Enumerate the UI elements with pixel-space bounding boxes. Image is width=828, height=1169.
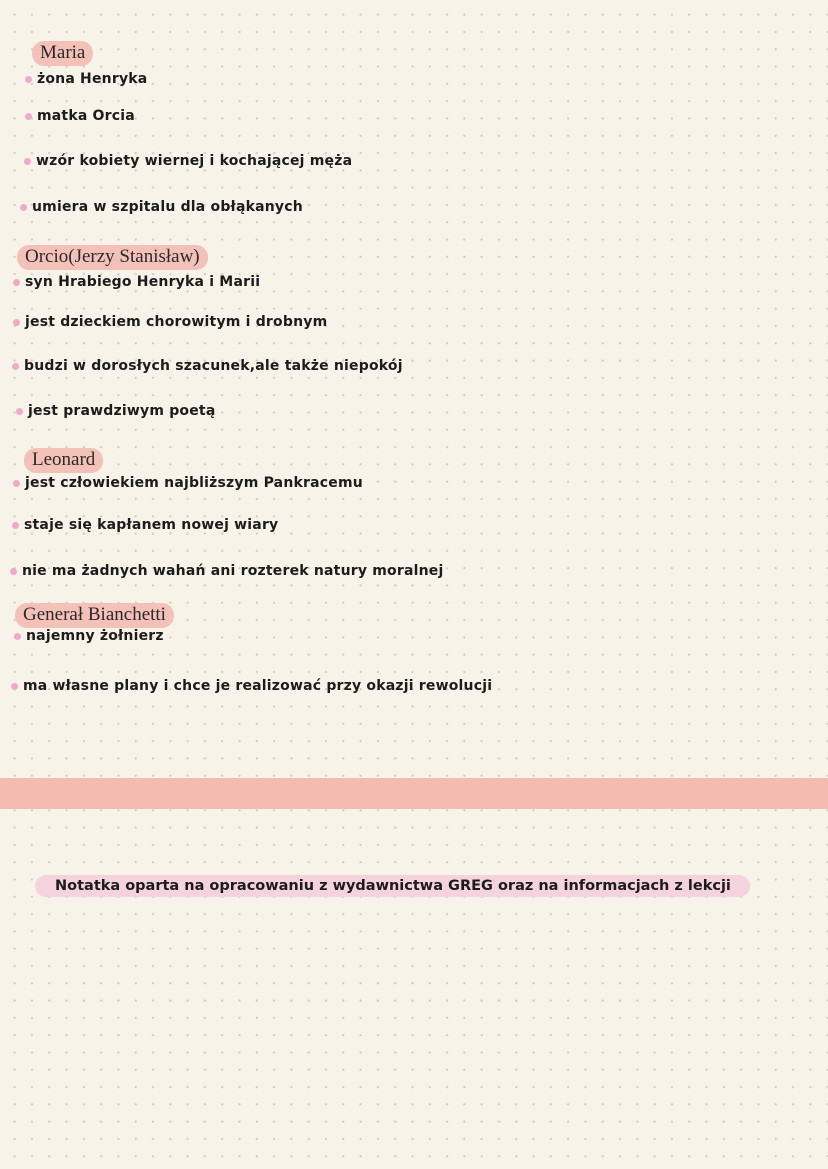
list-item: jest prawdziwym poetą xyxy=(16,403,215,419)
source-note: Notatka oparta na opracowaniu z wydawnictwa GREG oraz na informacjach z lekcji xyxy=(35,875,750,897)
bullet-dot xyxy=(25,113,32,120)
bullet-dot xyxy=(16,408,23,415)
bullet-dot xyxy=(13,319,20,326)
section-heading-orcio: Orcio(Jerzy Stanisław) xyxy=(17,245,208,270)
section-heading-leonard: Leonard xyxy=(24,448,103,473)
bullet-dot xyxy=(14,633,21,640)
bullet-dot xyxy=(13,480,20,487)
list-item: najemny żołnierz xyxy=(14,628,164,644)
divider-band xyxy=(0,778,828,809)
bullet-dot xyxy=(13,279,20,286)
bullet-dot xyxy=(12,363,19,370)
bullet-dot xyxy=(24,158,31,165)
bullet-dot xyxy=(20,204,27,211)
list-item: jest dzieckiem chorowitym i drobnym xyxy=(13,314,327,330)
list-item: jest człowiekiem najbliższym Pankracemu xyxy=(13,475,363,491)
list-item: nie ma żadnych wahań ani rozterek natury moralnej xyxy=(10,563,443,579)
list-item: wzór kobiety wiernej i kochającej męża xyxy=(24,153,352,169)
list-item: ma własne plany i chce je realizować przy okazji rewolucji xyxy=(11,678,492,694)
list-item: syn Hrabiego Henryka i Marii xyxy=(13,274,260,290)
bullet-dot xyxy=(11,683,18,690)
list-item: staje się kapłanem nowej wiary xyxy=(12,517,278,533)
bullet-dot xyxy=(12,522,19,529)
bullet-dot xyxy=(25,76,32,83)
list-item: umiera w szpitalu dla obłąkanych xyxy=(20,199,303,215)
section-heading-bianchetti: Generał Bianchetti xyxy=(15,603,174,628)
list-item: budzi w dorosłych szacunek,ale także niepokój xyxy=(12,358,403,374)
section-heading-maria: Maria xyxy=(32,41,93,66)
list-item: żona Henryka xyxy=(25,71,147,87)
list-item: matka Orcia xyxy=(25,108,135,124)
bullet-dot xyxy=(10,568,17,575)
